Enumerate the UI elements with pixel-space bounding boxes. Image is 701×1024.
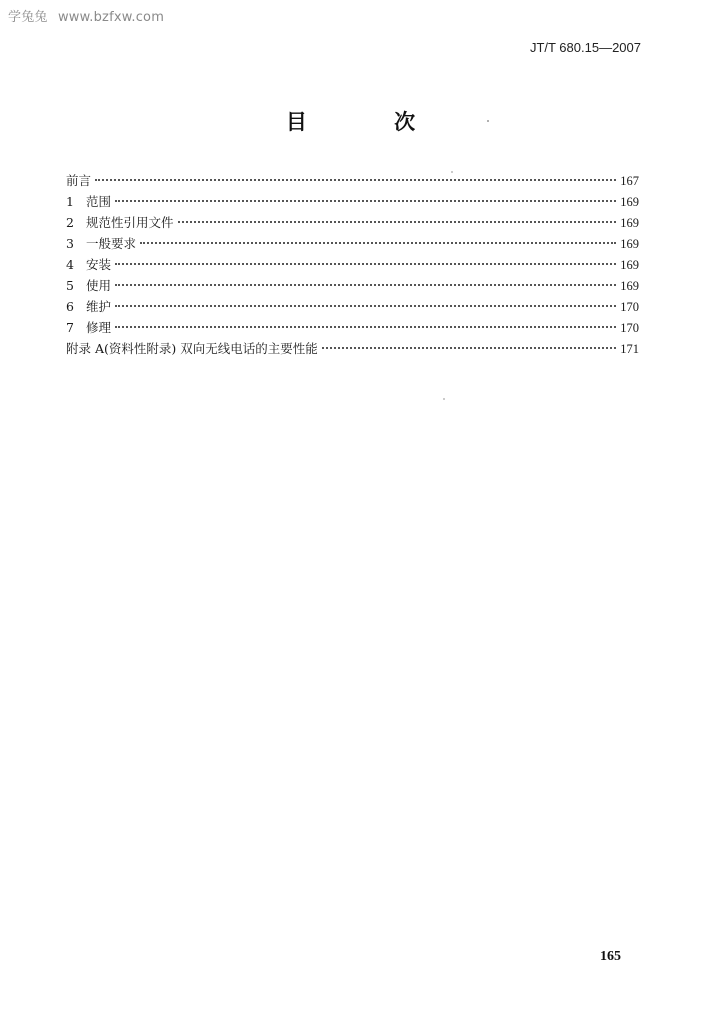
toc-entry-page: 169 xyxy=(620,195,639,209)
toc-entry-number: 5 xyxy=(66,278,74,293)
toc-entry-maintenance[interactable] xyxy=(66,296,639,317)
toc-entry-label xyxy=(66,317,111,338)
page-number: 165 xyxy=(600,949,621,964)
toc-entry-title: 范围 xyxy=(86,194,112,209)
toc-entry-general-requirements[interactable] xyxy=(66,233,639,254)
toc-entry-number: 2 xyxy=(66,215,74,230)
toc-entry-page: 170 xyxy=(620,321,639,335)
watermark xyxy=(8,6,164,25)
toc-entry-title: 修理 xyxy=(86,320,112,335)
toc-entry-scope[interactable] xyxy=(66,191,639,212)
dot-leader xyxy=(115,305,616,307)
toc-entry-use[interactable] xyxy=(66,275,639,296)
page-title: 目 次 xyxy=(285,110,456,134)
toc-entry-number: 7 xyxy=(66,320,74,335)
toc-entry-page: 170 xyxy=(620,300,639,314)
toc-entry-title: 维护 xyxy=(86,299,112,314)
watermark-site-name: 学兔兔 xyxy=(8,10,48,25)
watermark-url: www.bzfxw.com xyxy=(57,10,165,25)
toc-entry-page: 169 xyxy=(620,279,639,293)
dot-leader xyxy=(140,242,616,244)
toc-entry-page: 171 xyxy=(620,342,639,356)
toc-entry-label xyxy=(66,233,136,254)
toc-entry-normative-references[interactable] xyxy=(66,212,639,233)
toc-entry-title: 前言 xyxy=(66,173,92,188)
toc-entry-page: 169 xyxy=(620,216,639,230)
dot-leader xyxy=(115,263,616,265)
toc-entry-label xyxy=(66,338,318,359)
toc-entry-title: 规范性引用文件 xyxy=(86,215,174,230)
toc-entry-annex-a[interactable] xyxy=(66,338,639,359)
toc-entry-title: 安装 xyxy=(86,257,112,272)
dot-leader xyxy=(178,221,617,223)
toc-entry-repair[interactable] xyxy=(66,317,639,338)
toc-entry-title: 附录 A(资料性附录) 双向无线电话的主要性能 xyxy=(66,341,318,356)
dot-leader xyxy=(115,326,616,328)
dot-leader xyxy=(115,284,616,286)
dot-leader xyxy=(115,200,616,202)
scan-speck xyxy=(451,171,453,173)
toc-entry-label xyxy=(66,254,111,275)
toc-entry-installation[interactable] xyxy=(66,254,639,275)
toc-entry-page: 167 xyxy=(620,174,639,188)
dot-leader xyxy=(95,179,616,181)
toc-entry-number: 1 xyxy=(66,194,74,209)
toc-entry-label xyxy=(66,212,174,233)
toc-entry-title: 一般要求 xyxy=(86,236,137,251)
toc-entry-label xyxy=(66,275,111,296)
dot-leader xyxy=(322,347,617,349)
toc-entry-label xyxy=(66,191,111,212)
toc-entry-number: 6 xyxy=(66,299,74,314)
table-of-contents xyxy=(66,170,639,359)
toc-entry-label xyxy=(66,296,111,317)
toc-entry-page: 169 xyxy=(620,237,639,251)
standard-code: JT/T 680.15—2007 xyxy=(529,40,641,55)
toc-entry-number: 4 xyxy=(66,257,74,272)
toc-entry-title: 使用 xyxy=(86,278,112,293)
toc-entry-page: 169 xyxy=(620,258,639,272)
scan-speck xyxy=(487,120,489,122)
toc-entry-label xyxy=(66,170,91,191)
toc-entry-preface[interactable] xyxy=(66,170,639,191)
scan-speck xyxy=(443,398,445,400)
toc-entry-number: 3 xyxy=(66,236,74,251)
